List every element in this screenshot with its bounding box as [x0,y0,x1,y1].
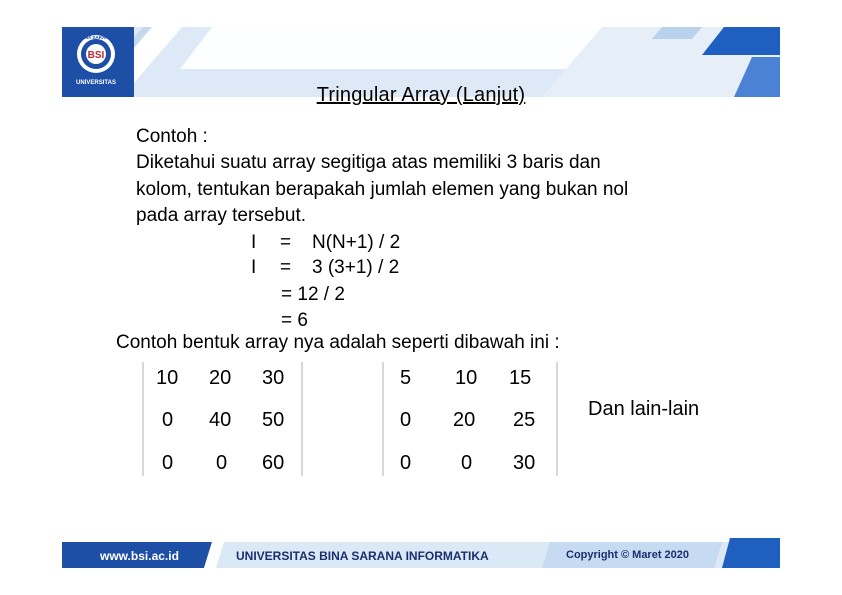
matrix-1-cell: 40 [209,409,232,431]
matrix-2-cell: 10 [455,367,478,389]
formula-2-lhs: I [251,257,257,278]
svg-text:BSI: BSI [87,50,105,61]
formula-1-rhs: N(N+1) / 2 [312,232,401,253]
problem-line-2: kolom, tentukan berapakah jumlah elemen yang bukan nol [136,179,629,200]
matrix-2-cell: 25 [513,409,536,431]
matrix-2-cell: 0 [461,452,473,474]
svg-text:UNIVERSITAS: UNIVERSITAS [76,80,116,86]
matrix-1-right-bracket [301,362,303,476]
matrix-2-right-bracket [556,362,558,476]
example-label: Contoh : [136,126,208,147]
formula-1-op: = [280,232,292,253]
footer-website: www.bsi.ac.id [100,549,179,563]
matrix-1-cell: 20 [209,367,232,389]
matrix-2-cell: 0 [400,409,412,431]
formula-2-op: = [280,257,292,278]
matrix-1-cell: 50 [262,409,285,431]
matrix-1-cell: 10 [156,367,179,389]
formula-1-lhs: I [251,232,257,253]
matrix-1-left-bracket [142,362,144,476]
formula-2-rhs: 3 (3+1) / 2 [312,257,400,278]
footer-copyright: Copyright © Maret 2020 [566,549,690,561]
slide-title: Tringular Array (Lanjut) [316,84,526,106]
matrix-1-cell: 60 [262,452,285,474]
footer-university: UNIVERSITAS BINA SARANA INFORMATIKA [236,549,489,563]
formula-3: = 12 / 2 [281,284,345,305]
matrix-1-cell: 0 [216,452,228,474]
matrix-2-left-bracket [382,362,384,476]
matrix-2-cell: 30 [513,452,536,474]
svg-text:BINA SARANA: BINA SARANA [80,35,112,40]
matrix-1-cell: 30 [262,367,285,389]
matrix-1-cell: 0 [162,452,174,474]
matrix-1-cell: 0 [162,409,174,431]
university-logo [66,30,126,92]
matrix-2-cell: 0 [400,452,412,474]
matrix-2-cell: 15 [509,367,532,389]
example-intro: Contoh bentuk array nya adalah seperti dibawah ini : [116,332,560,353]
etc-label: Dan lain-lain [588,398,700,420]
formula-4: = 6 [281,310,308,331]
problem-line-3: pada array tersebut. [136,205,307,226]
problem-line-1: Diketahui suatu array segitiga atas memiliki 3 baris dan [136,152,601,173]
matrix-2-cell: 20 [453,409,476,431]
matrix-2-cell: 5 [400,367,412,389]
footer-band [62,538,780,568]
